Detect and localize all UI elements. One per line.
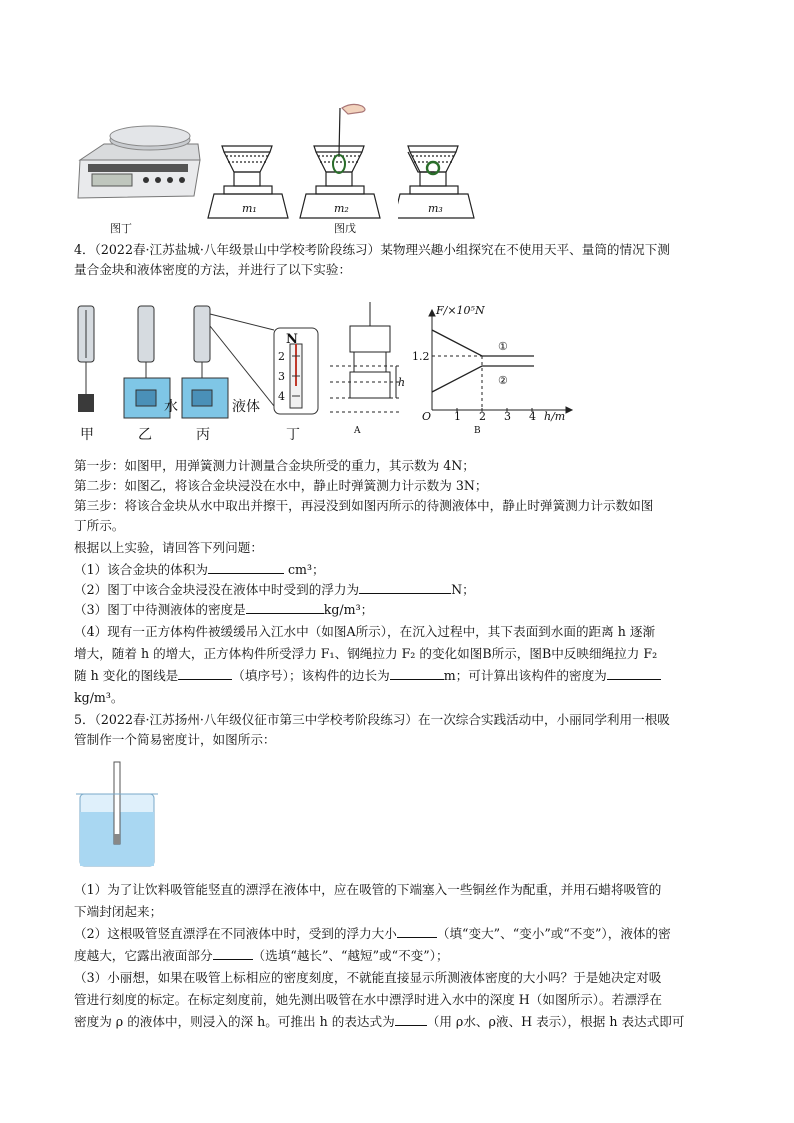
q5-part2-blank-1[interactable]	[397, 926, 437, 938]
label-figure-a: A	[354, 426, 361, 436]
q5-part2-text-d: （选填“越长”、“越短”或“不变”）；	[252, 948, 449, 963]
graph-ylabel: F/×10⁵N	[436, 304, 485, 317]
q5-part3-line1: （3）小丽想，如果在吸管上标相应的密度刻度，不就能直接显示所测液体密度的大小吗？于是她决定对吸	[74, 970, 662, 985]
figure-a-cube	[330, 302, 402, 412]
label-jia: 甲	[80, 427, 94, 443]
graph-curve-2: ②	[498, 374, 508, 387]
q4-part3	[74, 602, 724, 618]
q4-part4-blank-1[interactable]	[178, 668, 232, 680]
label-yi: 乙	[138, 427, 152, 443]
electronic-balance-image	[78, 126, 200, 198]
q4-answer-intro: 根据以上实验，请回答下列问题：	[74, 540, 263, 555]
q5-heading-line2: 管制作一个简易密度计，如图所示：	[74, 732, 276, 747]
label-scale-4: 4	[278, 390, 285, 403]
q4-step2: 第二步：如图乙，将该合金块浸没在水中，静止时弹簧测力计示数为 3N；	[74, 478, 488, 493]
spring-scale-jia	[78, 306, 94, 412]
q4-part2-blank[interactable]	[359, 582, 451, 594]
q4-heading-line1: 4．（2022春·江苏盐城·八年级景山中学校考阶段练习）某物理兴趣小组探究在不使用天平、量筒的情况下测	[74, 242, 670, 257]
label-scale-2: 2	[278, 350, 285, 363]
caption-wu: 图戊	[334, 222, 356, 235]
q5-part3-blank[interactable]	[395, 1014, 427, 1026]
figure-q5-densimeter	[74, 760, 164, 870]
q4-part4-line4: kg/m³。	[74, 690, 124, 705]
q4-part4-line3	[74, 668, 724, 684]
q4-part4-text-a: 随 h 变化的图线是	[74, 668, 179, 683]
q4-part2-unit: N；	[451, 582, 475, 597]
q4-part3-blank[interactable]	[246, 602, 324, 614]
q5-part3-line3	[74, 1014, 724, 1030]
label-N: N	[286, 332, 298, 347]
label-m2: m₂	[334, 202, 349, 215]
graph-xtick-2: 2	[479, 410, 486, 423]
beaker-scale-2	[300, 104, 380, 218]
q4-part4-line2: 增大，随着 h 的增大，正方体构件所受浮力 F₁、钢绳拉力 F₂ 的变化如图B所示，图B中反映细绳拉力 F₂	[74, 646, 658, 661]
q4-part2-text: （2）图丁中该合金块浸没在液体中时受到的浮力为	[74, 582, 360, 597]
label-bing: 丙	[196, 427, 210, 443]
q4-part1	[74, 562, 724, 578]
graph-curve-1: ①	[498, 340, 508, 353]
graph-origin: O	[422, 410, 432, 423]
q4-part4-text-b: （填序号）；该构件的边长为	[232, 668, 390, 683]
q5-part1-line1: （1）为了让饮料吸管能竖直的漂浮在液体中，应在吸管的下端塞入一些铜丝作为配重，并用石蜡将吸管的	[74, 882, 662, 897]
q4-step3-line1: 第三步：将该合金块从水中取出并擦干，再浸没到如图丙所示的待测液体中，静止时弹簧测力计示数如图	[74, 498, 654, 513]
q5-part1-line2: 下端封闭起来；	[74, 904, 163, 919]
label-h-cube: h	[398, 376, 406, 389]
q4-step1: 第一步：如图甲，用弹簧测力计测量合金块所受的重力，其示数为 4N；	[74, 458, 475, 473]
q5-part3-line2: 管进行刻度的标定。在标定刻度前，她先测出吸管在水中漂浮时进入水中的深度 H（如图所示）。若漂浮在	[74, 992, 662, 1007]
q5-part2-text-b: （填“变大”、“变小”或“不变”），液体的密	[436, 926, 671, 941]
spring-scale-bing	[182, 306, 274, 418]
q4-heading-line2: 量合金块和液体密度的方法，并进行了以下实验：	[74, 262, 352, 277]
graph-xtick-4: 4	[529, 410, 536, 423]
label-ding: 丁	[286, 427, 300, 443]
q4-step3-line2: 丁所示。	[74, 518, 125, 533]
q4-part1-text: （1）该合金块的体积为	[74, 562, 208, 577]
q4-part1-blank[interactable]	[208, 562, 284, 574]
q5-part2-text-a: （2）这根吸管竖直漂浮在不同液体中时，受到的浮力大小	[74, 926, 397, 941]
label-water: 水	[164, 399, 178, 415]
q5-part3-text-b: （用 ρ水、ρ液、H 表示），根据 h 表达式即可	[426, 1014, 685, 1029]
q4-part4-text-c: m；可计算出该构件的密度为	[443, 668, 607, 683]
q4-part4-line1: （4）现有一正方体构件被缓缓吊入江水中（如图A所示），在沉入过程中，其下表面到水面的距离 h 逐渐	[74, 624, 656, 639]
figure-q4-spring-scales	[74, 300, 404, 442]
q5-part2-line2	[74, 948, 724, 964]
q4-part4-blank-2[interactable]	[390, 668, 444, 680]
q4-part2	[74, 582, 724, 598]
q4-part4-blank-3[interactable]	[607, 668, 661, 680]
label-m1: m₁	[242, 202, 257, 215]
graph-xtick-3: 3	[504, 410, 511, 423]
label-liquid: 液体	[232, 399, 260, 415]
q5-part2-blank-2[interactable]	[213, 948, 253, 960]
figure-ding-wu-right	[398, 98, 494, 234]
caption-ding: 图丁	[110, 222, 132, 235]
q4-part1-unit: cm³；	[283, 562, 325, 577]
q5-part2-line1	[74, 926, 724, 942]
q5-part2-text-c: 度越大，它露出液面部分	[74, 948, 213, 963]
graph-ytick: 1.2	[412, 350, 430, 363]
label-scale-3: 3	[278, 370, 285, 383]
graph-xtick-1: 1	[454, 410, 461, 423]
graph-xlabel: h/m	[544, 410, 566, 423]
q5-heading-line1: 5．（2022春·江苏扬州·八年级仪征市第三中学校考阶段练习）在一次综合实践活动中，小丽同学利用一根吸	[74, 712, 670, 727]
q5-part3-text-a: 密度为 ρ 的液体中，则浸入的深 h。可推出 h 的表达式为	[74, 1014, 395, 1029]
q4-part3-unit: kg/m³；	[323, 602, 374, 617]
label-m3: m₃	[428, 202, 443, 215]
label-figure-b: B	[474, 426, 481, 436]
q4-part3-text: （3）图丁中待测液体的密度是	[74, 602, 246, 617]
